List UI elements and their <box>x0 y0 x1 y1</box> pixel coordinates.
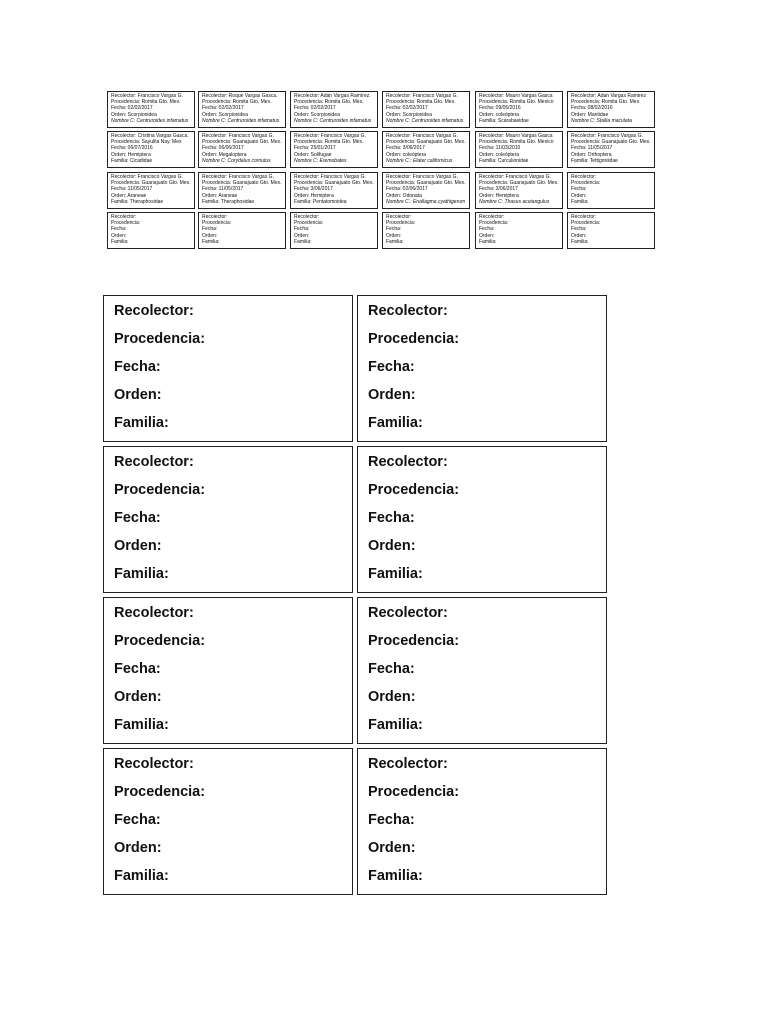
label-line: Recolector: <box>202 214 228 220</box>
label-line: Recolector: <box>111 214 137 220</box>
small-specimen-label <box>290 131 378 168</box>
label-line: Orden: Araneae <box>111 192 147 199</box>
field-label: Recolector: <box>114 454 194 470</box>
label-line: Orden: Orthoptera <box>571 151 612 158</box>
label-line: Procedencia: Romita Gto. Mex <box>571 99 640 106</box>
field-label: Fecha: <box>114 812 161 828</box>
label-line: Fecha: 11/03/2010 <box>479 145 521 152</box>
label-line: Recolector: Francisco Vargas G. <box>111 93 183 99</box>
small-specimen-label <box>107 131 195 168</box>
label-line: Familia: <box>386 238 404 245</box>
label-line: Recolector: Mauro Vargas Gasca <box>479 93 553 99</box>
field-label: Recolector: <box>368 605 448 621</box>
small-specimen-label <box>475 131 563 168</box>
label-line: Procedencia: Guanajuato Gto. Mex. <box>294 180 374 187</box>
label-line: Procedencia: <box>386 220 416 227</box>
label-line: Orden: <box>202 232 218 239</box>
field-label: Fecha: <box>368 359 415 375</box>
label-line: Fecha: 3/06/2017 <box>479 186 518 193</box>
label-line: Fecha: 11/05/2017 <box>111 186 153 193</box>
field-label: Recolector: <box>114 756 194 772</box>
label-line: Recolector: Francisco Vargas G. <box>386 174 458 180</box>
label-line: Recolector: Francisco Vargas G. <box>294 133 366 139</box>
field-label: Orden: <box>114 840 162 856</box>
small-specimen-label <box>475 91 563 128</box>
field-label: Fecha: <box>114 359 161 375</box>
field-label: Procedencia: <box>114 633 206 649</box>
field-label: Familia: <box>114 717 169 733</box>
label-line: Nombre C: Centruroides infamatus <box>294 117 372 124</box>
small-specimen-label <box>382 91 470 128</box>
label-line: Orden: <box>294 232 310 239</box>
field-label: Recolector: <box>368 756 448 772</box>
field-label: Procedencia: <box>114 784 206 800</box>
label-line: Nombre C.: Elater californicus <box>386 157 453 164</box>
small-specimen-label <box>290 91 378 128</box>
label-line: Nombre C: Eremobates <box>294 157 347 164</box>
label-line: Nombre C: Centruroides infamatus <box>386 117 464 124</box>
label-line: Procedencia: <box>571 180 601 187</box>
label-line: Recolector: <box>386 214 412 220</box>
label-line: Familia: Theraphosidae <box>202 198 255 205</box>
field-label: Familia: <box>368 415 423 431</box>
label-line: Orden: Solifugae <box>294 151 332 158</box>
field-label: Orden: <box>368 689 416 705</box>
label-line: Nombre C: Corydalus cornutus <box>202 157 271 164</box>
label-line: Familia: Scarabaeidae <box>479 117 529 124</box>
label-line: Procedencia: <box>111 220 141 227</box>
large-specimen-label <box>103 748 353 895</box>
label-line: Nombre C.: Enallagma cyathigerum <box>386 198 466 205</box>
label-line: Fecha: 06/06/2017 <box>202 145 244 152</box>
label-line: Orden: Odonata <box>386 192 422 199</box>
label-line: Procedencia: Romita Gto. Mex. <box>111 99 181 106</box>
field-label: Familia: <box>114 415 169 431</box>
label-line: Recolector: Francisco Vargas G. <box>386 133 458 139</box>
field-label: Orden: <box>368 840 416 856</box>
label-line: Orden: <box>571 192 587 199</box>
field-label: Procedencia: <box>114 482 206 498</box>
label-line: Fecha: <box>571 186 587 193</box>
label-line: Orden: Hemiptera <box>479 192 519 199</box>
field-label: Procedencia: <box>368 331 460 347</box>
label-line: Fecha: 02/02/2017 <box>294 105 336 112</box>
label-line: Recolector: Adan Vargas Ramirez <box>571 93 646 99</box>
field-label: Orden: <box>368 538 416 554</box>
small-specimen-label <box>290 172 378 209</box>
label-line: Procedencia: Romita Gto. Mexico <box>479 139 554 146</box>
field-label: Familia: <box>368 717 423 733</box>
label-line: Fecha: 09/05/2016 <box>479 105 521 112</box>
label-line: Familia: Curculionidae <box>479 157 529 164</box>
label-line: Procedencia: Guanajuato Gto. Mex. <box>111 180 191 187</box>
label-line: Fecha: 02/06/2017 <box>386 186 428 193</box>
field-label: Familia: <box>368 566 423 582</box>
small-specimen-label <box>475 172 563 209</box>
field-label: Fecha: <box>114 510 161 526</box>
label-line: Procedencia: <box>294 220 324 227</box>
small-specimen-label <box>290 212 378 249</box>
small-specimen-label <box>382 172 470 209</box>
large-specimen-label <box>357 597 607 744</box>
small-specimen-label <box>107 172 195 209</box>
label-line: Recolector: Mauro Vargas Gasca <box>479 133 553 139</box>
small-specimen-label <box>382 212 470 249</box>
label-line: Procedencia: <box>571 220 601 227</box>
field-label: Procedencia: <box>368 633 460 649</box>
label-line: Recolector: Adán Vargas Ramírez. <box>294 93 371 99</box>
label-line: Procedencia: Romita Gto. Mex. <box>386 99 456 106</box>
field-label: Fecha: <box>368 510 415 526</box>
label-line: Recolector: Roque Vargas Gasca. <box>202 93 278 99</box>
label-line: Fecha: 02/02/2017 <box>386 105 428 112</box>
label-line: Orden: Scorpionidea <box>111 111 157 118</box>
label-line: Fecha: 25/01/2017 <box>294 145 336 152</box>
label-line: Familia: <box>571 238 589 245</box>
large-specimen-label <box>103 295 353 442</box>
small-specimen-label <box>567 131 655 168</box>
label-line: Procedencia: Guanajuato Gto. Mex. <box>571 139 651 146</box>
small-specimen-label <box>198 212 286 249</box>
label-line: Recolector: Francisco Vargas G. <box>571 133 643 139</box>
large-specimen-label <box>103 446 353 593</box>
label-line: Orden: Scorpionidea <box>294 111 340 118</box>
label-line: Familia: Cicadidae <box>111 157 153 164</box>
label-line: Fecha: <box>294 226 310 233</box>
label-line: Procedencia: Guanajuato Gto. Mex. <box>479 180 559 187</box>
label-line: Recolector: Cristina Vargas Gasca. <box>111 133 189 139</box>
label-line: Fecha: 3/06/2017 <box>386 145 425 152</box>
label-line: Procedencia: Sayulita Nay. Mex <box>111 139 182 146</box>
small-specimen-label <box>198 131 286 168</box>
label-line: Orden: coleóptera <box>386 151 427 158</box>
label-line: Procedencia: Guanajuato Gto. Mex. <box>386 180 466 187</box>
label-line: Fecha: <box>571 226 587 233</box>
label-line: Fecha: 02/02/2017 <box>111 105 153 112</box>
label-line: Recolector: Francisco Vargas G. <box>111 174 183 180</box>
small-specimen-label <box>198 172 286 209</box>
large-specimen-label <box>103 597 353 744</box>
field-label: Procedencia: <box>368 784 460 800</box>
label-line: Nombre C: Stallia maculata <box>571 117 632 124</box>
label-line: Familia: Pentatomoidea <box>294 198 347 205</box>
field-label: Orden: <box>114 689 162 705</box>
label-line: Fecha: 11/05/2017 <box>571 145 613 152</box>
field-label: Recolector: <box>368 303 448 319</box>
small-specimen-label <box>107 212 195 249</box>
label-line: Familia: Theraphosidae <box>111 198 164 205</box>
label-line: Procedencia: Guanajuato Gto. Mex. <box>202 180 282 187</box>
field-label: Recolector: <box>114 605 194 621</box>
label-line: Familia: <box>294 238 312 245</box>
label-line: Recolector: Francisco Vargas G. <box>202 133 274 139</box>
field-label: Procedencia: <box>368 482 460 498</box>
label-line: Recolector: Francisco Vargas G. <box>479 174 551 180</box>
label-line: Orden: Scorpionidea <box>386 111 432 118</box>
field-label: Familia: <box>114 566 169 582</box>
label-line: Orden: Scorpionidea <box>202 111 248 118</box>
label-line: Fecha: <box>111 226 127 233</box>
label-line: Fecha: 3/06/2017 <box>294 186 333 193</box>
label-line: Familia: <box>479 238 497 245</box>
field-label: Familia: <box>368 868 423 884</box>
label-line: Fecha: 02/02/2017 <box>202 105 244 112</box>
label-line: Orden: <box>571 232 587 239</box>
label-line: Orden: coleóptera <box>479 111 520 118</box>
large-specimen-label <box>357 295 607 442</box>
label-line: Procedencia: Romita Gto. Mex. <box>202 99 272 106</box>
label-line: Recolector: <box>479 214 505 220</box>
label-line: Fecha: <box>479 226 495 233</box>
label-line: Recolector: <box>571 174 597 180</box>
label-line: Orden: coleóptera <box>479 151 520 158</box>
label-line: Recolector: Francisco Vargas G. <box>294 174 366 180</box>
label-line: Orden: Mantidae <box>571 111 609 118</box>
label-line: Procedencia: Guanajuato Gto. Mex. <box>202 139 282 146</box>
small-specimen-label <box>107 91 195 128</box>
label-line: Orden: Hemiptera <box>111 151 151 158</box>
label-line: Orden: <box>386 232 402 239</box>
small-specimen-label <box>382 131 470 168</box>
field-label: Familia: <box>114 868 169 884</box>
label-line: Recolector: Francisco Vargas G. <box>386 93 458 99</box>
label-line: Procedencia: <box>202 220 232 227</box>
label-line: Fecha: <box>202 226 218 233</box>
label-line: Nombre C: Centruroides infamatus <box>202 117 280 124</box>
label-line: Familia: Tettigoniidae <box>571 157 618 164</box>
field-label: Recolector: <box>368 454 448 470</box>
label-line: Orden: Hemiptera <box>294 192 334 199</box>
field-label: Fecha: <box>368 661 415 677</box>
label-line: Procedencia: Romita Gto. Mexico <box>479 99 554 106</box>
label-line: Fecha: 11/05/2017 <box>202 186 244 193</box>
large-specimen-label <box>357 748 607 895</box>
label-line: Recolector: Francisco Vargas G. <box>202 174 274 180</box>
label-line: Fecha: 06/07/2016 <box>111 145 153 152</box>
field-label: Fecha: <box>114 661 161 677</box>
label-line: Recolector: <box>571 214 597 220</box>
small-specimen-label <box>198 91 286 128</box>
label-line: Procedencia: <box>479 220 509 227</box>
label-line: Familia: <box>202 238 220 245</box>
label-line: Recolector: <box>294 214 320 220</box>
label-line: Nombre C: Thasus acutangulus <box>479 198 550 205</box>
field-label: Recolector: <box>114 303 194 319</box>
large-specimen-label <box>357 446 607 593</box>
field-label: Orden: <box>368 387 416 403</box>
field-label: Orden: <box>114 538 162 554</box>
label-line: Orden: Araneae <box>202 192 238 199</box>
label-line: Procedencia: Guanajuato Gto. Mex. <box>386 139 466 146</box>
field-label: Procedencia: <box>114 331 206 347</box>
label-line: Familia: <box>571 198 589 205</box>
small-specimen-label <box>475 212 563 249</box>
label-line: Familia: <box>111 238 129 245</box>
label-line: Orden: <box>479 232 495 239</box>
label-line: Orden: Megaloptera <box>202 151 247 158</box>
field-label: Orden: <box>114 387 162 403</box>
label-line: Orden: <box>111 232 127 239</box>
label-line: Fecha: <box>386 226 402 233</box>
label-line: Fecha: 08/02/2016 <box>571 105 613 112</box>
label-line: Procedencia: Romita Gto. Mex. <box>294 139 364 146</box>
small-specimen-label <box>567 212 655 249</box>
field-label: Fecha: <box>368 812 415 828</box>
label-line: Procedencia: Romita Gto. Mex. <box>294 99 364 106</box>
label-line: Nombre C: Centruroides infamatus <box>111 117 189 124</box>
small-specimen-label <box>567 91 655 128</box>
small-specimen-label <box>567 172 655 209</box>
